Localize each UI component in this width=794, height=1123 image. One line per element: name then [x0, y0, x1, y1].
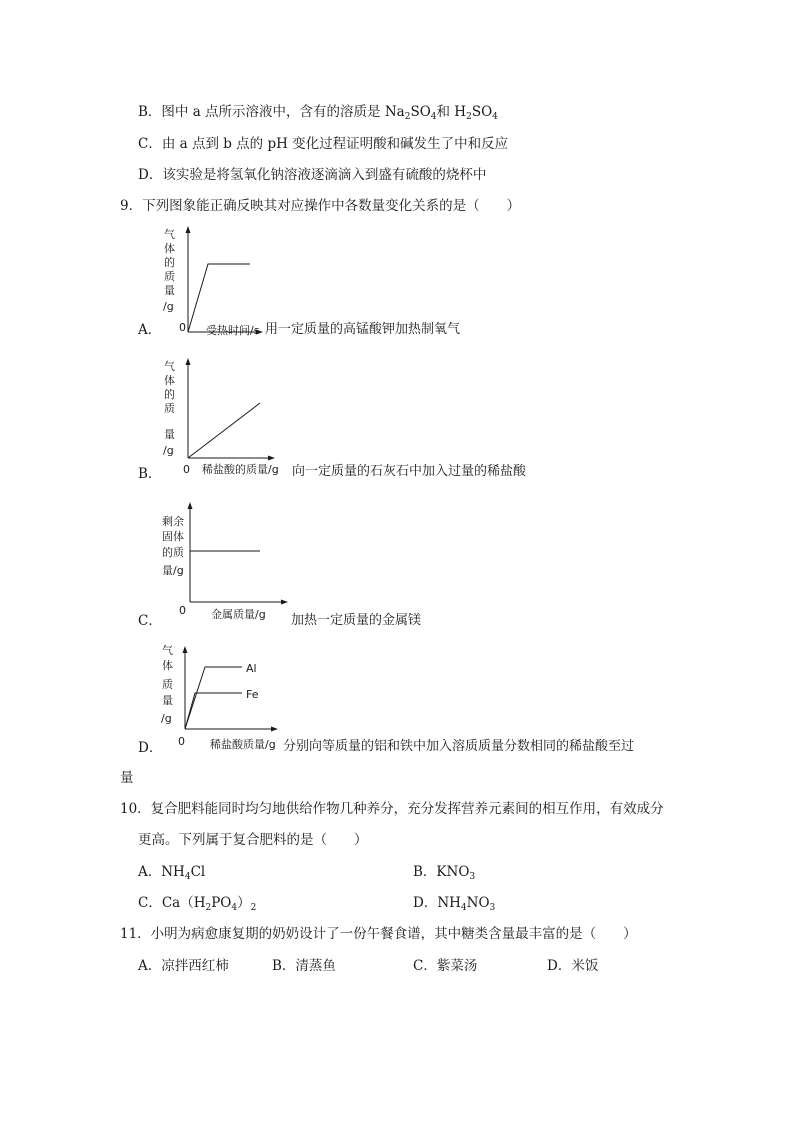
- q9-graph-c: [150, 496, 300, 626]
- y-axis-arrow: [186, 226, 191, 233]
- q10-stem-line1: 10．复合肥料能同时均匀地供给作物几种养分，充分发挥营养元素间的相互作用，有效成分: [120, 801, 664, 817]
- q11-option-c: C．紫菜汤: [413, 958, 478, 974]
- x-axis-arrow: [281, 600, 288, 605]
- q9-stem: 9．下列图象能正确反映其对应操作中各数量变化关系的是（ ）: [120, 198, 521, 214]
- formula-part: NO: [466, 895, 490, 911]
- subscript: 4: [492, 112, 498, 122]
- y-label: 气: [164, 360, 175, 373]
- subscript: 2: [404, 112, 411, 122]
- origin-label: 0: [179, 604, 186, 617]
- subscript: 2: [205, 903, 212, 913]
- origin-label: 0: [178, 735, 185, 748]
- subscript: 2: [250, 903, 257, 913]
- q9-option-b-desc: 向一定质量的石灰石中加入过量的稀盐酸: [292, 464, 527, 479]
- q10-option-b: [413, 863, 475, 886]
- y-label: /g: [161, 712, 172, 725]
- q9-option-a-label: A．: [138, 322, 162, 338]
- formula-part: ）: [237, 895, 251, 911]
- subscript: 4: [231, 903, 238, 913]
- y-label: 固体: [162, 530, 184, 543]
- q9-option-d-desc-cont: 量: [120, 770, 134, 786]
- q9-option-d-label: D．: [138, 740, 163, 756]
- origin-label: 0: [179, 321, 186, 334]
- q11-stem: 11．小明为病愈康复期的奶奶设计了一份午餐食谱，其中糖类含量最丰富的是（ ）: [120, 926, 637, 942]
- y-label: 体: [162, 659, 173, 672]
- y-label: 质: [164, 402, 175, 415]
- q11-option-b: B．清蒸鱼: [272, 958, 336, 974]
- q11-option-d: D．米饭: [547, 958, 599, 974]
- q9-graph-a: [150, 222, 280, 344]
- q9-option-c-desc: 加热一定质量的金属镁: [291, 613, 422, 628]
- q10-option-c: [138, 894, 256, 917]
- y-label: 气: [164, 228, 175, 241]
- y-label: 体: [164, 242, 175, 255]
- y-label: 量: [162, 694, 173, 707]
- subscript: 4: [184, 872, 191, 882]
- subscript: 4: [460, 903, 467, 913]
- y-axis-arrow: [188, 502, 193, 509]
- formula-part: SO: [471, 104, 493, 120]
- q9-graph-d: [150, 640, 290, 755]
- q8-option-b: [138, 103, 498, 126]
- curve-fe: [185, 693, 242, 729]
- subscript: 2: [466, 112, 472, 122]
- x-label: 金属质量/g: [211, 608, 266, 621]
- x-label: 受热时间/s: [206, 324, 260, 337]
- q9-option-c-label: C．: [138, 613, 162, 629]
- x-label: 稀盐酸质量/g: [210, 738, 276, 751]
- q9-option-a-desc: 用一定质量的高锰酸钾加热制氧气: [265, 322, 461, 337]
- curve: [188, 403, 260, 458]
- q9-graph-b: [150, 354, 300, 482]
- formula-part: 和 H: [436, 104, 467, 120]
- y-label: 量: [164, 284, 175, 297]
- y-label: 质: [164, 270, 175, 283]
- formula-part: B．KNO: [413, 864, 470, 880]
- y-label: /g: [163, 444, 174, 457]
- y-label: 气: [162, 644, 173, 657]
- y-label: 量/g: [162, 564, 184, 577]
- x-axis-arrow: [271, 727, 278, 732]
- q8-option-d: D．该实验是将氢氧化钠溶液逐滴滴入到盛有硫酸的烧杯中: [138, 167, 487, 183]
- formula-part: D．NH: [413, 895, 461, 911]
- q9-option-d-desc: 分别向等质量的铝和铁中加入溶质质量分数相同的稀盐酸至过: [283, 739, 635, 754]
- x-label: 稀盐酸的质量/g: [202, 463, 279, 476]
- y-label: 的: [164, 256, 175, 269]
- subscript: 4: [430, 112, 437, 122]
- subscript: 3: [489, 903, 496, 913]
- y-label: 体: [164, 374, 175, 387]
- q8-option-b-text: B．图中 a 点所示溶液中，含有的溶质是 Na: [138, 104, 405, 120]
- q10-option-d: [413, 894, 495, 917]
- series-label-fe: Fe: [246, 688, 259, 701]
- y-label: 质: [162, 678, 173, 691]
- q8-option-c: C．由 a 点到 b 点的 pH 变化过程证明酸和碱发生了中和反应: [138, 136, 509, 152]
- curve: [188, 264, 250, 332]
- y-label: 的: [164, 388, 175, 401]
- subscript: 3: [469, 872, 476, 882]
- q10-stem-line2: 更高。下列属于复合肥料的是（ ）: [138, 832, 368, 848]
- q10-option-a: [138, 863, 205, 886]
- y-label: 的质: [162, 546, 184, 559]
- y-axis-arrow: [183, 646, 188, 653]
- y-label: /g: [163, 300, 174, 313]
- formula-part: SO: [410, 104, 431, 120]
- x-axis-arrow: [268, 456, 275, 461]
- q11-option-a: A．凉拌西红柿: [138, 958, 229, 974]
- formula-part: C．Ca（H: [138, 895, 206, 911]
- formula-part: Cl: [190, 864, 206, 880]
- formula-part: A．NH: [138, 864, 185, 880]
- origin-label: 0: [183, 463, 190, 476]
- formula-part: PO: [211, 895, 232, 911]
- y-axis-arrow: [186, 358, 191, 365]
- series-label-al: Al: [246, 662, 257, 675]
- y-label: 量: [164, 428, 175, 441]
- y-label: 剩余: [162, 515, 184, 528]
- q9-option-b-label: B．: [138, 466, 162, 482]
